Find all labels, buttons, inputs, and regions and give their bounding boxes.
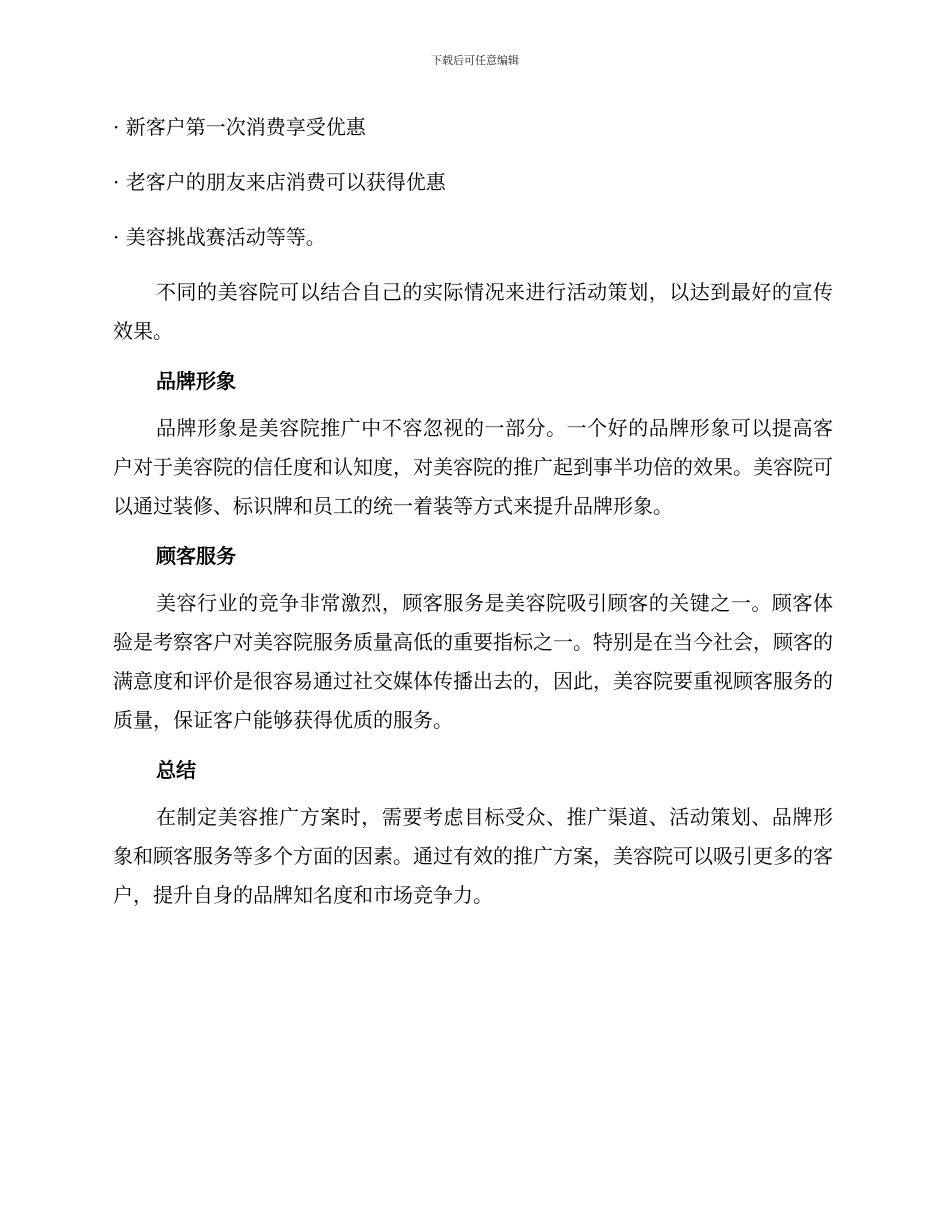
bullet-item: · 新客户第一次消费享受优惠 — [113, 115, 366, 139]
intro-paragraph: 不同的美容院可以结合自己的实际情况来进行活动策划，以达到最好的宣传效果。 — [113, 280, 833, 343]
bullet-item: · 美容挑战赛活动等等。 — [113, 225, 326, 249]
section-heading-brand-image: 品牌形象 — [156, 369, 236, 393]
document-body — [113, 108, 833, 929]
section-paragraph-summary: 在制定美容推广方案时，需要考虑目标受众、推广渠道、活动策划、品牌形象和顾客服务等多个方面的因素。通过有效的推广方案，美容院可以吸引更多的客户，提升自身的品牌知名度和市场竞争力。 — [113, 805, 833, 907]
section-paragraph-customer-service: 美容行业的竞争非常激烈，顾客服务是美容院吸引顾客的关键之一。顾客体验是考察客户对美容院服务质量高低的重要指标之一。特别是在当今社会，顾客的满意度和评价是很容易通过社交媒体传播出去的，因此，美容院要重视顾客服务的质量，保证客户能够获得优质的服务。 — [113, 591, 833, 732]
bullet-item: · 老客户的朋友来店消费可以获得优惠 — [113, 170, 446, 194]
page-header-note: 下载后可任意编辑 — [431, 54, 519, 67]
section-paragraph-brand-image: 品牌形象是美容院推广中不容忽视的一部分。一个好的品牌形象可以提高客户对于美容院的信任度和认知度，对美容院的推广起到事半功倍的效果。美容院可以通过装修、标识牌和员工的统一着装等方式来提升品牌形象。 — [113, 416, 833, 518]
section-heading-customer-service: 顾客服务 — [156, 544, 236, 568]
section-heading-summary: 总结 — [156, 758, 196, 782]
